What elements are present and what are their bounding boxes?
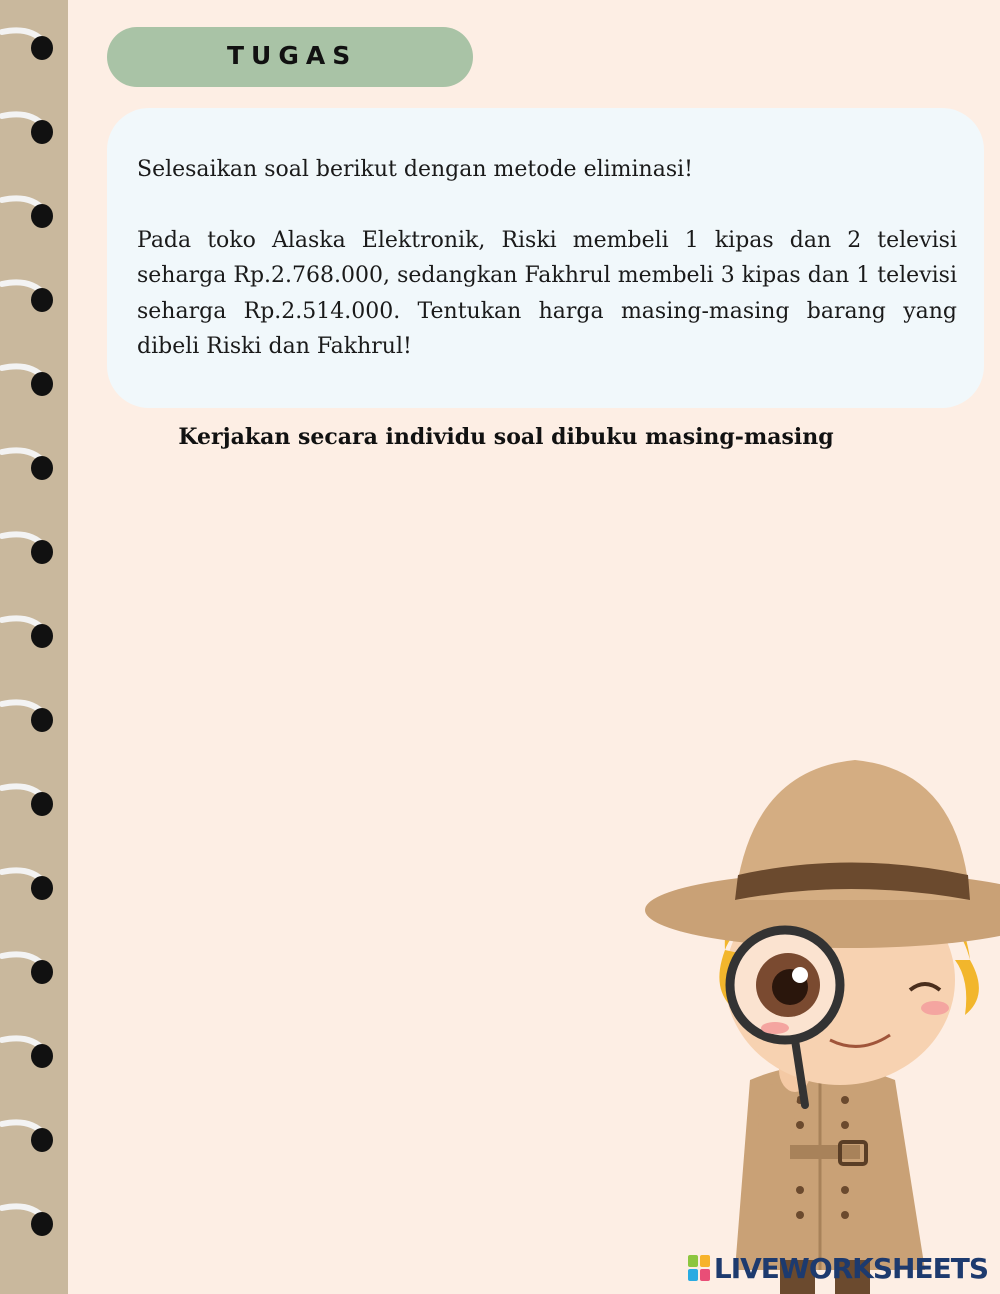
liveworksheets-logo-icon [688, 1255, 710, 1281]
task-instruction: Selesaikan soal berikut dengan metode eliminasi! [137, 157, 694, 182]
section-tab-label: TUGAS [227, 41, 358, 70]
detective-illustration [640, 750, 1000, 1294]
liveworksheets-logo-text: LIVEWORKSHEETS [713, 1251, 988, 1285]
liveworksheets-logo [688, 1252, 988, 1284]
spiral-binding-icon [0, 0, 80, 1294]
task-problem: Pada toko Alaska Elektronik, Riski membeli 1 kipas dan 2 televisi seharga Rp.2.768.000, sedangkan Fakhrul membeli 3 kipas dan 1 televisi seharga Rp.2.514.000. Tentukan harga masing-masing barang yang dibeli Riski dan Fakhrul! [137, 227, 957, 359]
section-tab [107, 27, 473, 87]
work-note-text: Kerjakan secara individu soal dibuku masing-masing [178, 424, 834, 450]
task-card [107, 108, 984, 408]
work-note [107, 424, 1000, 450]
